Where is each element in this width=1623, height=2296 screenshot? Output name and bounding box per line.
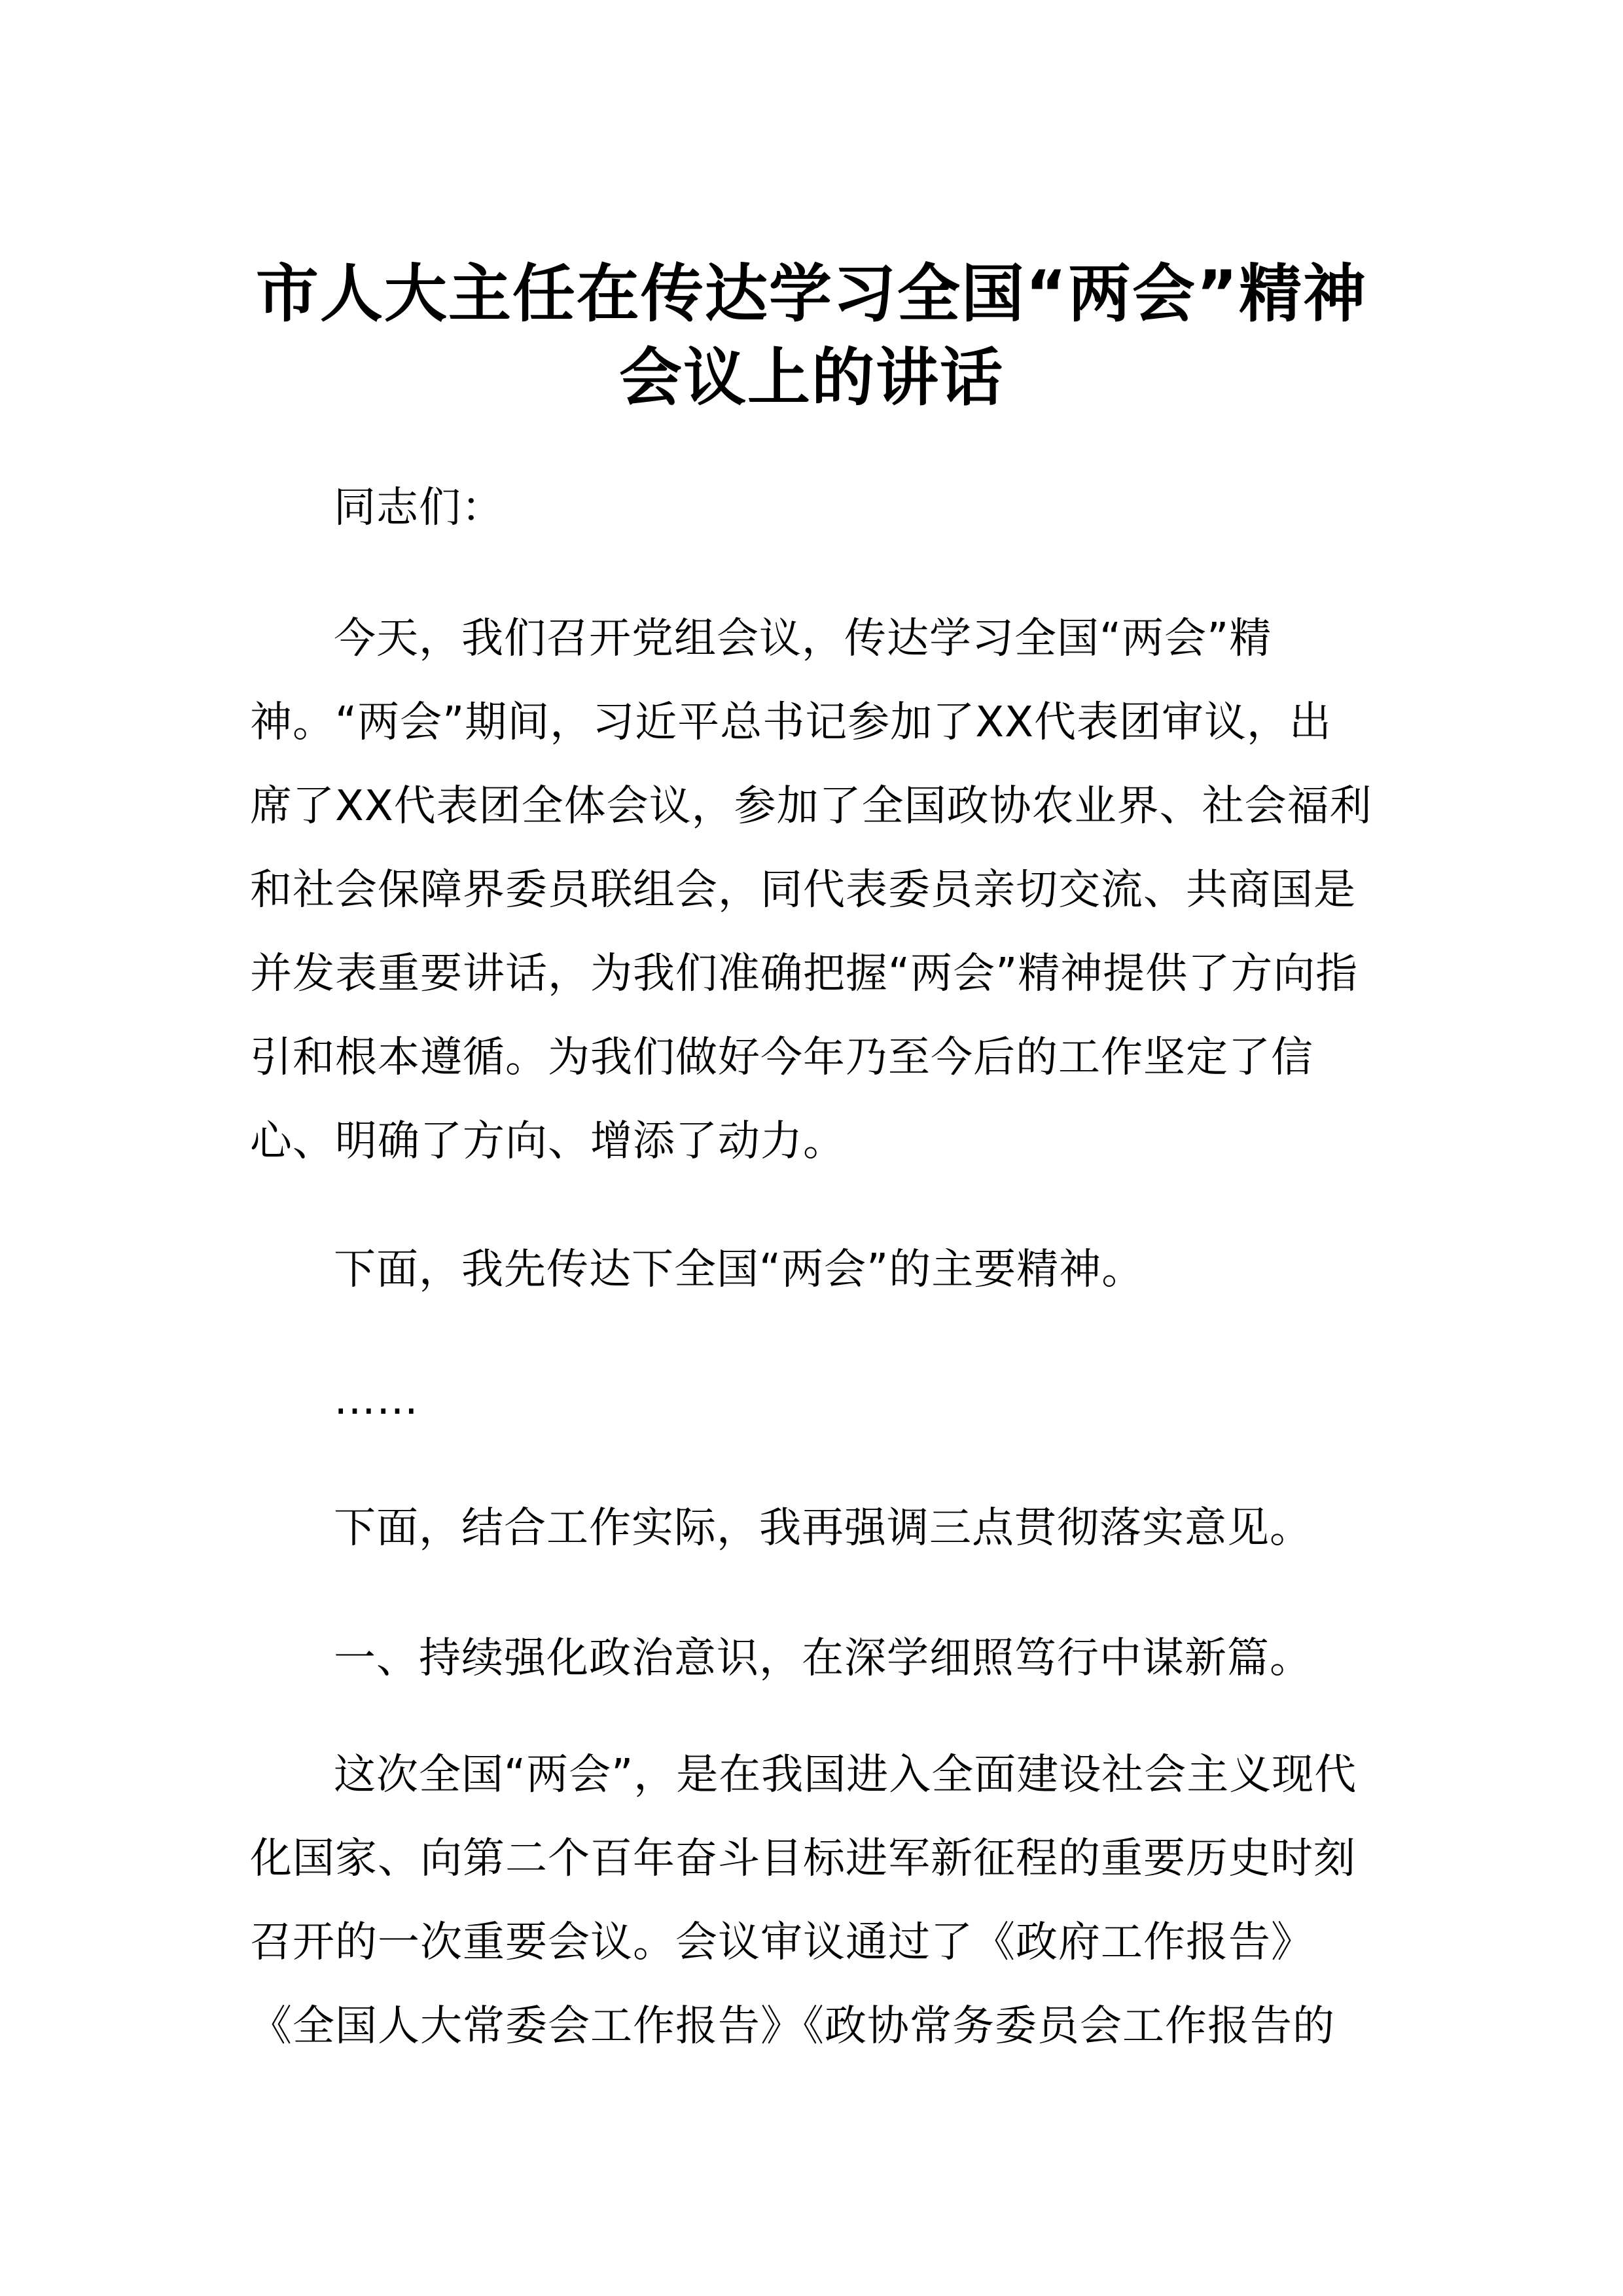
paragraph-intro: 今天，我们召开党组会议，传达学习全国“两会”精神。“两会”期间，习近平总书记参加了XX代表团审议，出席了XX代表团全体会议，参加了全国政协农业界、社会福利和社会保障界委员联组会，同代表委员亲切交流、共商国是并发表重要讲话，为我们准确把握“两会”精神提供了方向指引和根本遵循。为我们做好今年乃至今后的工作坚定了信心、明确了方向、增添了动力。 (250, 615, 1372, 1166)
salutation: 同志们： (334, 484, 504, 532)
paragraph-convey: 下面，我先传达下全国“两会”的主要精神。 (334, 1246, 1145, 1294)
document-title: 市人大主任在传达学习全国“两会”精神会议上的讲话 (255, 257, 1368, 414)
paragraph-point-1-body: 这次全国“两会”，是在我国进入全面建设社会主义现代化国家、向第二个百年奋斗目标进军新征程的重要历史时刻召开的一次重要会议。会议审议通过了《政府工作报告》《全国人大常委会工作报告》《政协常务委员会工作报告的 (250, 1751, 1357, 2051)
paragraph-emphasize: 下面，结合工作实际，我再强调三点贯彻落实意见。 (334, 1504, 1312, 1552)
section-heading-point-1: 一、持续强化政治意识，在深学细照笃行中谋新篇。 (334, 1634, 1312, 1683)
paragraph-ellipsis: …… (334, 1376, 419, 1424)
